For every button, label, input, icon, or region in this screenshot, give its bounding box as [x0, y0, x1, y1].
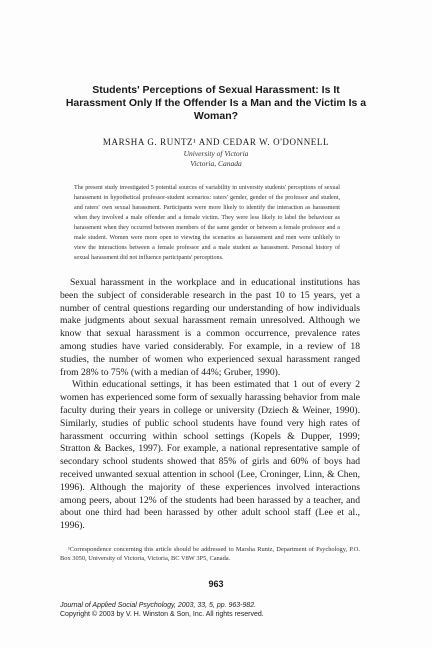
abstract: The present study investigated 5 potential sources of variability in university students' perceptions of sexual harassment in hypothetical professor-student scenarios: raters' gender, gender of the professor and student, and raters' own sexual harassment. Participants were more likely to identify the interaction as harassment when they involved a male offender and a female victim. They were less likely to label the behaviour as harassment when they occurred between members of the same gender or between a female professor and a male student. Women were more open to viewing the scenarios as harassment and men were unlikely to view the interactions between a female professor and a male student as harassment. Personal history of sexual harassment did not influence participants' perceptions. — [74, 185, 340, 261]
article-body — [60, 277, 360, 533]
body-paragraph: Within educational settings, it has been estimated that 1 out of every 2 women has experienced some form of sexually harassing behavior from male faculty during their years in college or university (Dziech & Weiner, 1990). Similarly, studies of public school students have found very high rates of harassment occurring within school settings (Kopels & Dupper, 1999; Stratton & Backes, 1997). For example, a national representative sample of secondary school students showed that 85% of girls and 60% of boys had received unwanted sexual attention in school (Lee, Croninger, Linn, & Chen, 1996). Although the majority of these experiences involved interactions among peers, about 12% of the students had been harassed by a teacher, and about one third had been harassed by other adult school staff (Lee et al., 1996). — [60, 379, 360, 532]
affiliation-location: Victoria, Canada — [190, 159, 242, 168]
journal-copyright: Copyright © 2003 by V. H. Winston & Son, Inc. All rights reserved. — [60, 610, 264, 618]
article-authors: MARSHA G. RUNTZ¹ AND CEDAR W. O'DONNELL — [102, 137, 330, 147]
journal-info — [60, 601, 432, 619]
article-title: Students' Perceptions of Sexual Harassment: Is It Harassment Only If the Offender Is a Man and the Victim Is a Woman? — [65, 84, 367, 122]
affiliation-institution: University of Victoria — [183, 149, 249, 158]
journal-citation: Journal of Applied Social Psychology, 2003, 33, 5, pp. 963-982. — [60, 601, 257, 609]
body-paragraph: Sexual harassment in the workplace and in educational institutions has been the subject of considerable research in the past 10 to 15 years, yet a number of central questions regarding our understanding of how individuals make judgments about sexual harassment remain unresolved. Although we know that sexual harassment is a common occurrence, prevalence rates among studies have varied considerably. For example, in a review of 18 studies, the number of women who experienced sexual harassment ranged from 28% to 75% (with a median of 44%; Gruber, 1990). — [60, 277, 360, 378]
page-number: 963 — [208, 578, 224, 589]
author-affiliation — [0, 149, 432, 169]
correspondence-footnote: ¹Correspondence concerning this article should be addressed to Marsha Runtz, Department of Psychology, P.O. Box 3050, University of Victoria, Victoria, BC V8W 3P5, Canada. — [60, 545, 360, 562]
